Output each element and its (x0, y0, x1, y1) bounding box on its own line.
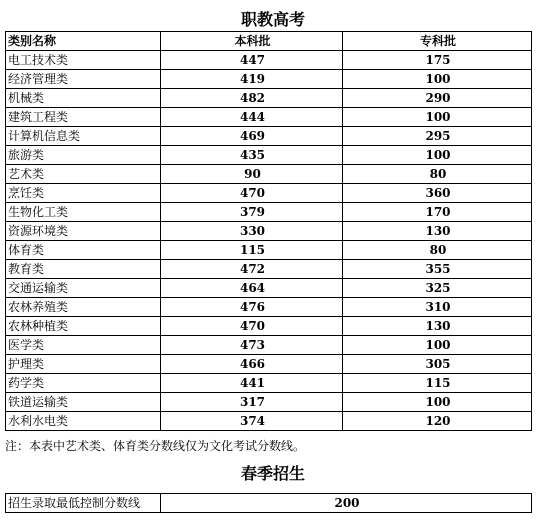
category-name-cell: 交通运输类 (6, 279, 161, 298)
category-name-cell: 农林种植类 (6, 317, 161, 336)
junior-score-cell: 115 (343, 374, 532, 393)
undergrad-score-cell: 476 (161, 298, 343, 317)
spring-label-cell: 招生录取最低控制分数线 (6, 494, 161, 513)
undergrad-score-cell: 379 (161, 203, 343, 222)
junior-score-cell: 130 (343, 317, 532, 336)
spring-score-table (5, 493, 532, 513)
table-row (6, 241, 532, 260)
junior-score-cell: 325 (343, 279, 532, 298)
category-name-cell: 机械类 (6, 89, 161, 108)
category-name-cell: 电工技术类 (6, 51, 161, 70)
undergrad-score-cell: 115 (161, 241, 343, 260)
undergrad-score-cell: 464 (161, 279, 343, 298)
table-row (6, 127, 532, 146)
undergrad-score-cell: 330 (161, 222, 343, 241)
header-category-name: 类别名称 (6, 32, 161, 51)
junior-score-cell: 120 (343, 412, 532, 431)
table-row (6, 146, 532, 165)
undergrad-score-cell: 441 (161, 374, 343, 393)
table-row (6, 203, 532, 222)
undergrad-score-cell: 466 (161, 355, 343, 374)
undergrad-score-cell: 482 (161, 89, 343, 108)
table-note: 注：本表中艺术类、体育类分数线仅为文化考试分数线。 (5, 439, 306, 453)
category-name-cell: 药学类 (6, 374, 161, 393)
table-row (6, 260, 532, 279)
category-name-cell: 铁道运输类 (6, 393, 161, 412)
vocational-exam-title: 职教高考 (240, 10, 305, 29)
junior-score-cell: 80 (343, 165, 532, 184)
undergrad-score-cell: 374 (161, 412, 343, 431)
table-row (6, 374, 532, 393)
category-name-cell: 艺术类 (6, 165, 161, 184)
category-name-cell: 水利水电类 (6, 412, 161, 431)
junior-score-cell: 80 (343, 241, 532, 260)
junior-score-cell: 100 (343, 108, 532, 127)
header-junior: 专科批 (343, 32, 532, 51)
table-row (6, 70, 532, 89)
category-name-cell: 护理类 (6, 355, 161, 374)
category-name-cell: 旅游类 (6, 146, 161, 165)
junior-score-cell: 100 (343, 336, 532, 355)
undergrad-score-cell: 447 (161, 51, 343, 70)
category-name-cell: 体育类 (6, 241, 161, 260)
junior-score-cell: 100 (343, 146, 532, 165)
junior-score-cell: 360 (343, 184, 532, 203)
category-name-cell: 教育类 (6, 260, 161, 279)
category-name-cell: 生物化工类 (6, 203, 161, 222)
table-row (6, 393, 532, 412)
undergrad-score-cell: 444 (161, 108, 343, 127)
junior-score-cell: 130 (343, 222, 532, 241)
table-row (6, 494, 532, 513)
table-row (6, 317, 532, 336)
table-row (6, 298, 532, 317)
undergrad-score-cell: 473 (161, 336, 343, 355)
category-name-cell: 医学类 (6, 336, 161, 355)
spring-admission-title: 春季招生 (240, 464, 305, 483)
table-row (6, 51, 532, 70)
undergrad-score-cell: 435 (161, 146, 343, 165)
junior-score-cell: 290 (343, 89, 532, 108)
vocational-score-table (5, 31, 532, 431)
table-row (6, 336, 532, 355)
spring-value-cell: 200 (161, 494, 532, 513)
category-name-cell: 烹饪类 (6, 184, 161, 203)
category-name-cell: 资源环境类 (6, 222, 161, 241)
undergrad-score-cell: 472 (161, 260, 343, 279)
table-body (6, 51, 532, 431)
undergrad-score-cell: 419 (161, 70, 343, 89)
junior-score-cell: 170 (343, 203, 532, 222)
header-undergrad: 本科批 (161, 32, 343, 51)
table-row (6, 412, 532, 431)
table-row (6, 184, 532, 203)
table-row (6, 355, 532, 374)
category-name-cell: 农林养殖类 (6, 298, 161, 317)
undergrad-score-cell: 90 (161, 165, 343, 184)
junior-score-cell: 295 (343, 127, 532, 146)
category-name-cell: 建筑工程类 (6, 108, 161, 127)
undergrad-score-cell: 317 (161, 393, 343, 412)
table-row (6, 108, 532, 127)
table-row (6, 222, 532, 241)
junior-score-cell: 100 (343, 70, 532, 89)
junior-score-cell: 175 (343, 51, 532, 70)
category-name-cell: 计算机信息类 (6, 127, 161, 146)
undergrad-score-cell: 470 (161, 184, 343, 203)
undergrad-score-cell: 470 (161, 317, 343, 336)
junior-score-cell: 355 (343, 260, 532, 279)
junior-score-cell: 100 (343, 393, 532, 412)
table-row (6, 279, 532, 298)
table-header-row (6, 32, 532, 51)
junior-score-cell: 310 (343, 298, 532, 317)
category-name-cell: 经济管理类 (6, 70, 161, 89)
table-row (6, 165, 532, 184)
table-row (6, 89, 532, 108)
junior-score-cell: 305 (343, 355, 532, 374)
undergrad-score-cell: 469 (161, 127, 343, 146)
